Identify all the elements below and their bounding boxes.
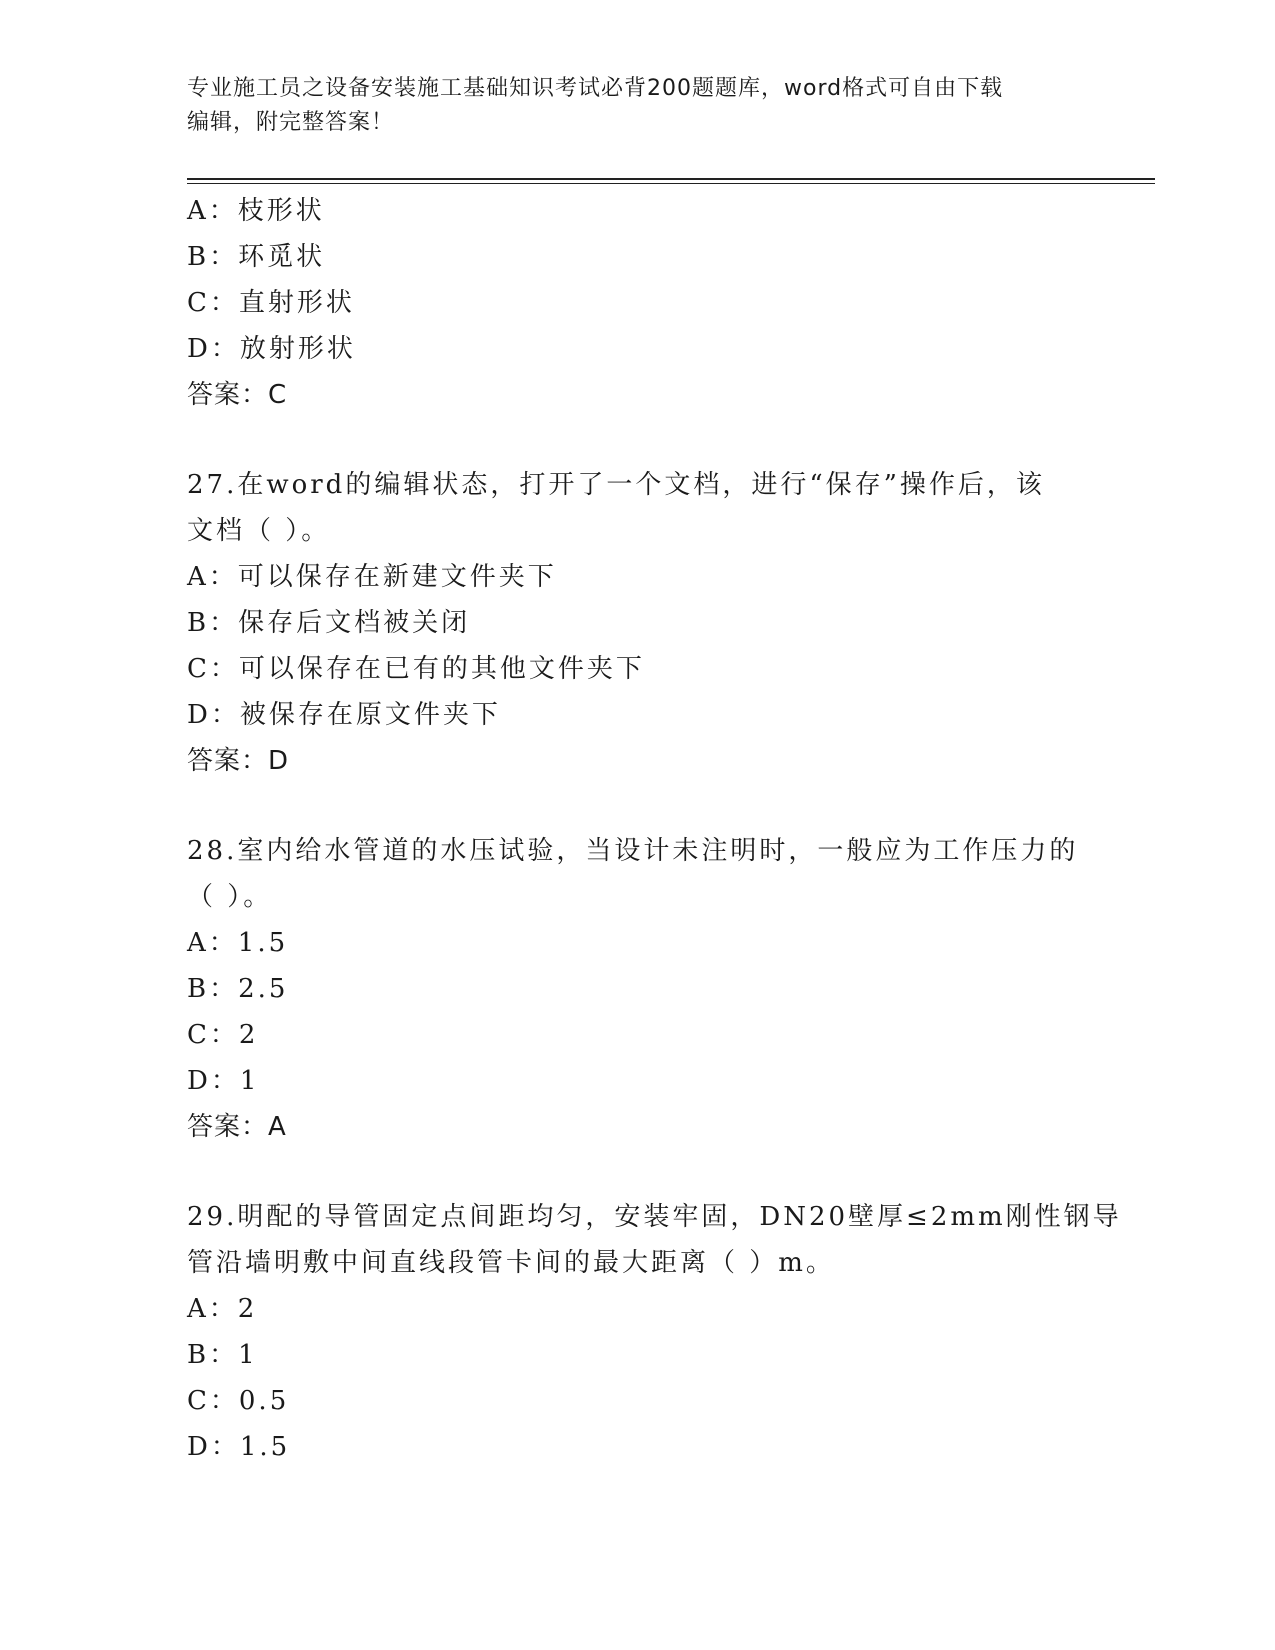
question-27 (187, 462, 1087, 784)
question-stem-line2: 管沿墙明敷中间直线段管卡间的最大距离（ ）m。 (187, 1248, 835, 1278)
question-list (187, 188, 1122, 1470)
spacer (187, 418, 1087, 462)
header-title-line2: 编辑，附完整答案！ (187, 110, 395, 135)
header-divider-thin (187, 183, 1155, 184)
question-stem-line1: 29.明配的导管固定点间距均匀，安装牢固，DN20壁厚≤2mm刚性钢导 (187, 1202, 1122, 1232)
answer-line: 答案：A (187, 1112, 287, 1142)
document-header (187, 72, 1067, 140)
question-26-tail (187, 188, 1087, 418)
spacer (187, 784, 1087, 828)
question-stem-line2: （ ）。 (187, 882, 273, 912)
spacer (187, 1150, 1087, 1194)
option-c: C：2 (187, 1020, 259, 1050)
answer-line: 答案：D (187, 746, 290, 776)
option-c: C：可以保存在已有的其他文件夹下 (187, 654, 645, 684)
question-stem-line1: 27.在word的编辑状态，打开了一个文档，进行“保存”操作后，该 (187, 470, 1045, 500)
option-d: D：被保存在原文件夹下 (187, 700, 501, 730)
option-b: B：保存后文档被关闭 (187, 608, 471, 638)
option-d: D：1 (187, 1066, 260, 1096)
option-d: D：1.5 (187, 1432, 291, 1462)
option-c: C：直射形状 (187, 288, 355, 318)
option-b: B：1 (187, 1340, 258, 1370)
option-a: A：2 (187, 1294, 258, 1324)
question-28 (187, 828, 1087, 1150)
option-a: A：枝形状 (187, 196, 325, 226)
header-title-line1: 专业施工员之设备安装施工基础知识考试必背200题题库，word格式可自由下载 (187, 76, 1004, 101)
question-29 (187, 1194, 1122, 1470)
question-stem-line1: 28.室内给水管道的水压试验，当设计未注明时，一般应为工作压力的 (187, 836, 1079, 866)
option-d: D：放射形状 (187, 334, 356, 364)
question-stem-line2: 文档（ ）。 (187, 516, 331, 546)
option-a: A：可以保存在新建文件夹下 (187, 562, 557, 592)
option-a: A：1.5 (187, 928, 289, 958)
option-c: C：0.5 (187, 1386, 290, 1416)
header-divider-thick (187, 178, 1155, 180)
option-b: B：环觅状 (187, 242, 326, 272)
answer-line: 答案：C (187, 380, 288, 410)
option-b: B：2.5 (187, 974, 289, 1004)
